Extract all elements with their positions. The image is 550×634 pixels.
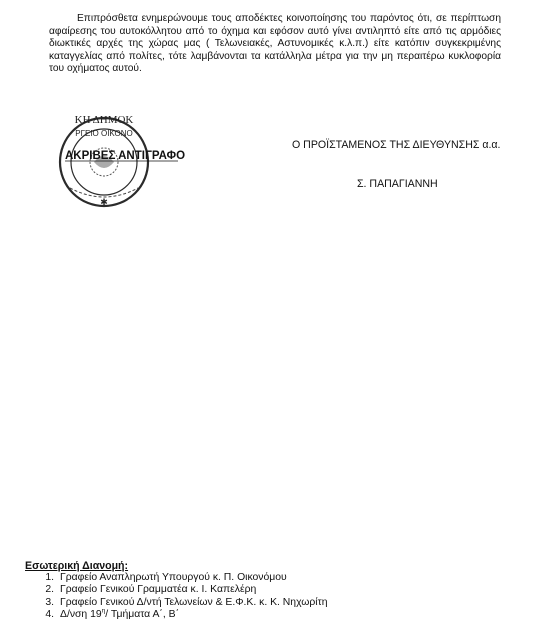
list-item — [36, 572, 327, 584]
stamp-ring-top-text: ΚΗ ΔΗΜΟΚ — [74, 114, 134, 126]
stamp-star-icon: ✱ — [100, 197, 108, 207]
stamp-overprint-text: ΑΚΡΙΒΕΣ ΑΝΤΙΓΡΑΦΟ — [65, 150, 186, 162]
list-item-text: Γραφείο Αναπληρωτή Υπουργού κ. Π. Οικονόμου — [60, 572, 287, 583]
list-item-text-post: / Τμήματα Α΄, Β΄ — [105, 608, 180, 620]
list-item-text: Γραφείο Γενικού Γραμματέα κ. Ι. Καπελέρη — [60, 584, 257, 596]
distribution-heading: Εσωτερική Διανομή: — [25, 560, 129, 572]
stamp-ring-inner-text: ΡΓΕΙΟ ΟΙΚΟΝΟ — [75, 129, 133, 138]
list-item-number: 3. — [45, 596, 54, 608]
list-item — [36, 597, 327, 609]
signatory-name: Σ. ΠΑΠΑΓΙΑΝΝΗ — [357, 178, 438, 190]
stamp-overprint — [65, 150, 185, 162]
distribution-list — [36, 572, 327, 621]
list-item — [36, 609, 327, 621]
list-item-text-pre: Δ/νση 19 — [60, 608, 102, 620]
body-paragraph-text: Επιπρόσθετα ενημερώνουμε τους αποδέκτες κοινοποίησης του παρόντος ότι, σε περίπτωση αφαίρεσης του αυτοκόλλητου από το όχημα και εφόσον αυτό γίνει αντιληπτό είτε από τις αρμόδιες διωκτικές αρχές της χώρας μας ( Τελωνειακές, Αστυνομικές κ.λ.π.) είτε κατόπιν συγκεκριμένης καταγγελίας από πολίτες, τότε λαμβάνονται τα κατάλληλα μέτρα για την μη περαιτέρω κυκλοφορία του οχήματος αυτού. — [49, 13, 501, 75]
list-item-superscript: η — [101, 607, 106, 615]
list-item — [36, 584, 327, 596]
list-item-number: 1. — [45, 572, 54, 583]
list-item-text: Γραφείο Γενικού Δ/ντή Τελωνείων & Ε.Φ.Κ. κ. Κ. Νηχωρίτη — [60, 596, 328, 608]
signatory-title: Ο ΠΡΟΪΣΤΑΜΕΝΟΣ ΤΗΣ ΔΙΕΥΘΥΝΣΗΣ α.α. — [292, 139, 501, 151]
official-stamp — [58, 110, 196, 212]
list-item-number: 2. — [45, 584, 54, 596]
list-item-number: 4. — [45, 608, 54, 620]
body-paragraph — [49, 13, 501, 76]
